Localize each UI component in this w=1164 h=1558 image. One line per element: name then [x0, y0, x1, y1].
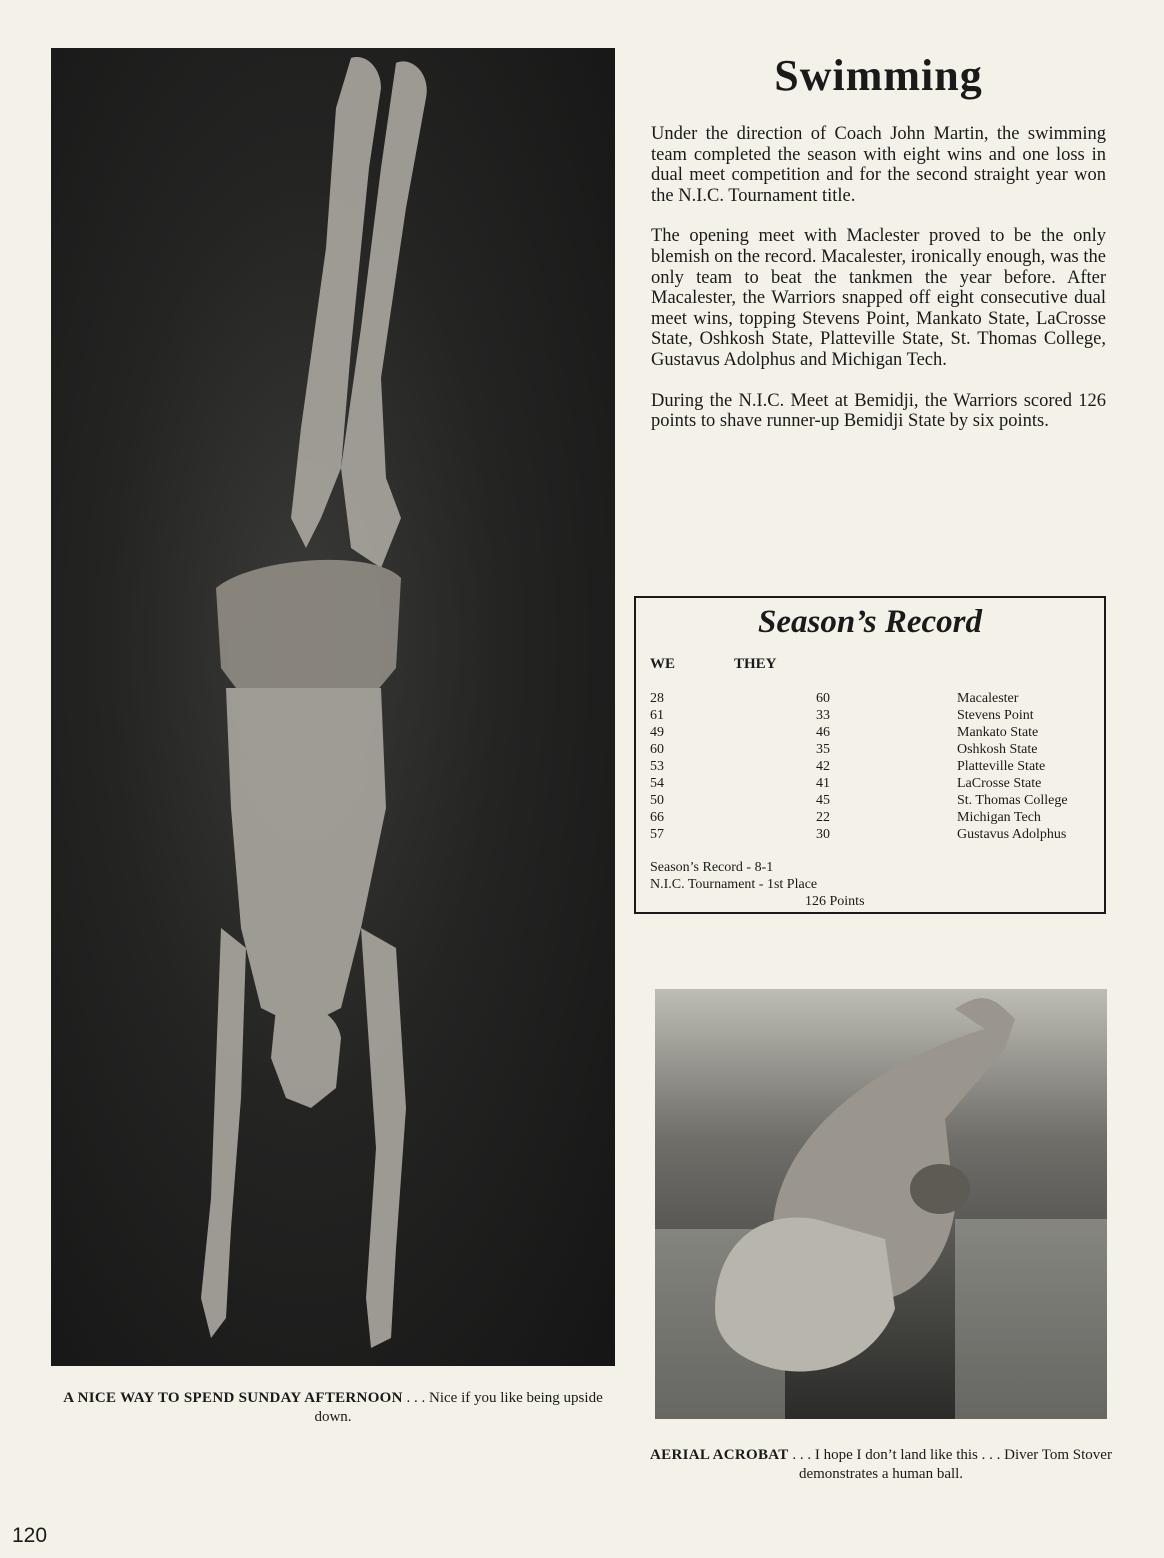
- score-we: 57: [650, 827, 664, 842]
- score-we: 50: [650, 793, 664, 808]
- summary-points: 126 Points: [805, 894, 865, 909]
- photo-diver-human-ball: [655, 989, 1107, 1419]
- article-paragraph: Under the direction of Coach John Martin, the swimming team completed the season with eight wins and one loss in dual meet competition and for the second straight year won the N.I.C. Tournament title.: [651, 124, 1106, 206]
- score-they: 60: [816, 691, 830, 706]
- score-we: 28: [650, 691, 664, 706]
- score-we: 60: [650, 742, 664, 757]
- score-we: 49: [650, 725, 664, 740]
- photo-diver-upside-down: [51, 48, 615, 1366]
- opponent: Oshkosh State: [957, 742, 1038, 757]
- opponent: Platteville State: [957, 759, 1046, 774]
- opponent: Mankato State: [957, 725, 1039, 740]
- page-number: 120: [12, 1524, 48, 1547]
- table-row: [650, 809, 1100, 826]
- summary-season: Season’s Record - 8-1: [650, 860, 774, 875]
- table-row: [650, 724, 1100, 741]
- diver-silhouette: [51, 48, 615, 1366]
- caption-lead: AERIAL ACROBAT: [650, 1447, 789, 1463]
- score-they: 41: [816, 776, 830, 791]
- table-row: [650, 741, 1100, 758]
- score-we: 53: [650, 759, 664, 774]
- article-paragraph: The opening meet with Maclester proved to be the only blemish on the record. Macalester, ironically enough, was the only team to beat the tankmen the year before. After Macalester, the Warriors snapped off eight consecutive dual meet wins, topping Stevens Point, Mankato State, LaCrosse State, Oshkosh State, Platteville State, St. Thomas College, Gustavus Adolphus and Michigan Tech.: [651, 226, 1106, 370]
- seasons-record-box: [634, 596, 1106, 914]
- score-we: 61: [650, 708, 664, 723]
- table-row: [650, 826, 1100, 843]
- score-they: 45: [816, 793, 830, 808]
- score-we: 66: [650, 810, 664, 825]
- column-header-we: WE: [650, 656, 676, 672]
- opponent: St. Thomas College: [957, 793, 1068, 808]
- record-title: Season’s Record: [758, 604, 982, 640]
- score-they: 33: [816, 708, 830, 723]
- score-we: 54: [650, 776, 664, 791]
- caption-text: . . . I hope I don’t land like this . . . Diver Tom Stover demonstrates a human ball.: [788, 1447, 1112, 1482]
- score-they: 22: [816, 810, 830, 825]
- caption-main-photo: [51, 1389, 615, 1427]
- table-row: [650, 792, 1100, 809]
- score-they: 42: [816, 759, 830, 774]
- table-row: [650, 707, 1100, 724]
- record-table: [650, 690, 1100, 843]
- table-row: [650, 775, 1100, 792]
- page-title: Swimming: [774, 51, 983, 100]
- summary-tournament: N.I.C. Tournament - 1st Place: [650, 877, 818, 892]
- opponent: Macalester: [957, 691, 1019, 706]
- diver-ball-silhouette: [655, 989, 1107, 1419]
- article-paragraph: During the N.I.C. Meet at Bemidji, the Warriors scored 126 points to shave runner-up Bemidji State by six points.: [651, 390, 1106, 432]
- caption-text: . . . Nice if you like being upside down.: [314, 1390, 603, 1425]
- table-row: [650, 690, 1100, 707]
- score-they: 46: [816, 725, 830, 740]
- score-they: 35: [816, 742, 830, 757]
- opponent: Michigan Tech: [957, 810, 1041, 825]
- opponent: LaCrosse State: [957, 776, 1042, 791]
- caption-lead: A NICE WAY TO SPEND SUNDAY AFTERNOON: [63, 1390, 403, 1406]
- record-summary: [650, 859, 865, 910]
- opponent: Stevens Point: [957, 708, 1034, 723]
- score-they: 30: [816, 827, 830, 842]
- opponent: Gustavus Adolphus: [957, 827, 1067, 842]
- caption-ball-photo: [640, 1446, 1122, 1484]
- article-body: [651, 124, 1106, 452]
- column-header-they: THEY: [734, 656, 777, 672]
- table-row: [650, 758, 1100, 775]
